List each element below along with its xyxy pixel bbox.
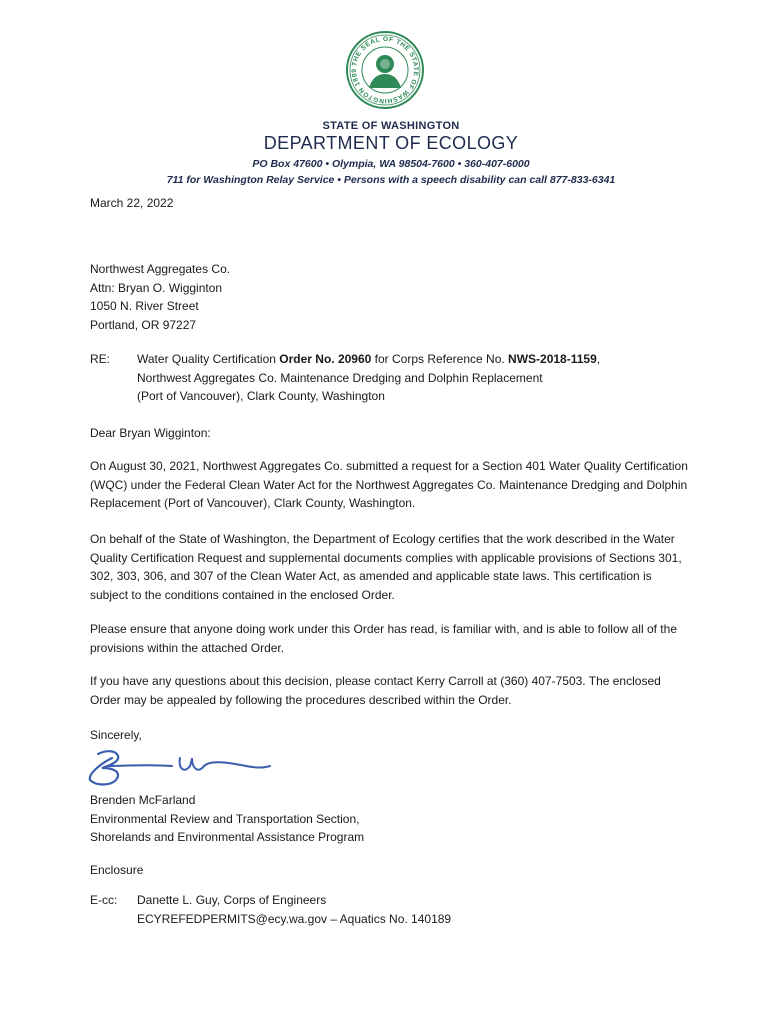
state-name: STATE OF WASHINGTON <box>322 120 460 132</box>
ecc-recipients <box>137 891 451 928</box>
recipient-street: 1050 N. River Street <box>90 299 199 313</box>
recipient-company: Northwest Aggregates Co. <box>90 262 231 276</box>
department-name: DEPARTMENT OF ECOLOGY <box>263 133 519 153</box>
corps-reference: NWS-2018-1159 <box>508 352 597 366</box>
subject-line-3: (Port of Vancouver), Clark County, Washington <box>137 389 385 403</box>
signer-name: Brenden McFarland <box>90 793 196 807</box>
closing: Sincerely, <box>90 728 142 742</box>
subject-line-2: Northwest Aggregates Co. Maintenance Dredging and Dolphin Replacement <box>137 370 543 385</box>
paragraph-certification: On behalf of the State of Washington, the Department of Ecology certifies that the work described in the Water Quality Certification Request and supplemental documents complies with applicable provisions of Sections 301, 302, 303, 306, and 307 of the Clean Water Act, as amended and applicable state laws. This certification is subject to the conditions contained in the enclosed Order. <box>90 532 682 602</box>
recipient-attn: Attn: Bryan O. Wigginton <box>90 280 223 295</box>
signer-block <box>90 791 690 847</box>
ecc-label: E-cc: <box>90 893 118 907</box>
ecc-recipient-2: ECYREFEDPERMITS@ecy.wa.gov – Aquatics No. 140189 <box>137 911 452 926</box>
order-number: Order No. 20960 <box>279 352 372 366</box>
state-seal-icon <box>345 30 425 110</box>
letterhead <box>0 30 770 188</box>
paragraph-contact: If you have any questions about this decision, please contact Kerry Carroll at (360) 407-7503. The enclosed Order may be appealed by following the procedures described within the Order. <box>90 674 661 707</box>
recipient-city: Portland, OR 97227 <box>90 317 197 332</box>
svg-text:THE SEAL OF THE STATE OF WASHI: THE SEAL OF THE STATE OF WASHINGTON 1889 <box>350 35 420 105</box>
paragraph-compliance: Please ensure that anyone doing work under this Order has read, is familiar with, and is able to follow all of the provisions within the attached Order. <box>90 622 677 655</box>
signer-title-1: Environmental Review and Transportation Section, <box>90 811 360 826</box>
paragraph-request: On August 30, 2021, Northwest Aggregates Co. submitted a request for a Section 401 Water Quality Certification (WQC) under the Federal Clean Water Act for the Northwest Aggregates Co. Maintenance Dredging and Dolphin Replacement (Port of Vancouver), Clark County, Washington. <box>90 459 688 510</box>
greeting: Dear Bryan Wigginton: <box>90 426 211 440</box>
subject-block <box>90 350 690 406</box>
ecc-block <box>90 891 690 928</box>
recipient-address <box>90 260 690 334</box>
enclosure-note: Enclosure <box>90 863 144 877</box>
department-address: PO Box 47600 • Olympia, WA 98504-7600 • 360-407-6000 <box>252 158 530 170</box>
relay-service-line: 711 for Washington Relay Service • Persons with a speech disability can call 877-833-6341 <box>166 174 616 186</box>
signer-title-2: Shorelands and Environmental Assistance Program <box>90 830 365 844</box>
handwritten-signature <box>86 744 276 792</box>
subject-label: RE: <box>90 352 111 366</box>
subject-text <box>137 350 690 406</box>
ecc-recipient-1: Danette L. Guy, Corps of Engineers <box>137 893 327 907</box>
subject-line-1: Water Quality Certification Order No. 20960 for Corps Reference No. NWS-2018-1159, <box>137 352 601 366</box>
letter-date: March 22, 2022 <box>90 196 174 210</box>
